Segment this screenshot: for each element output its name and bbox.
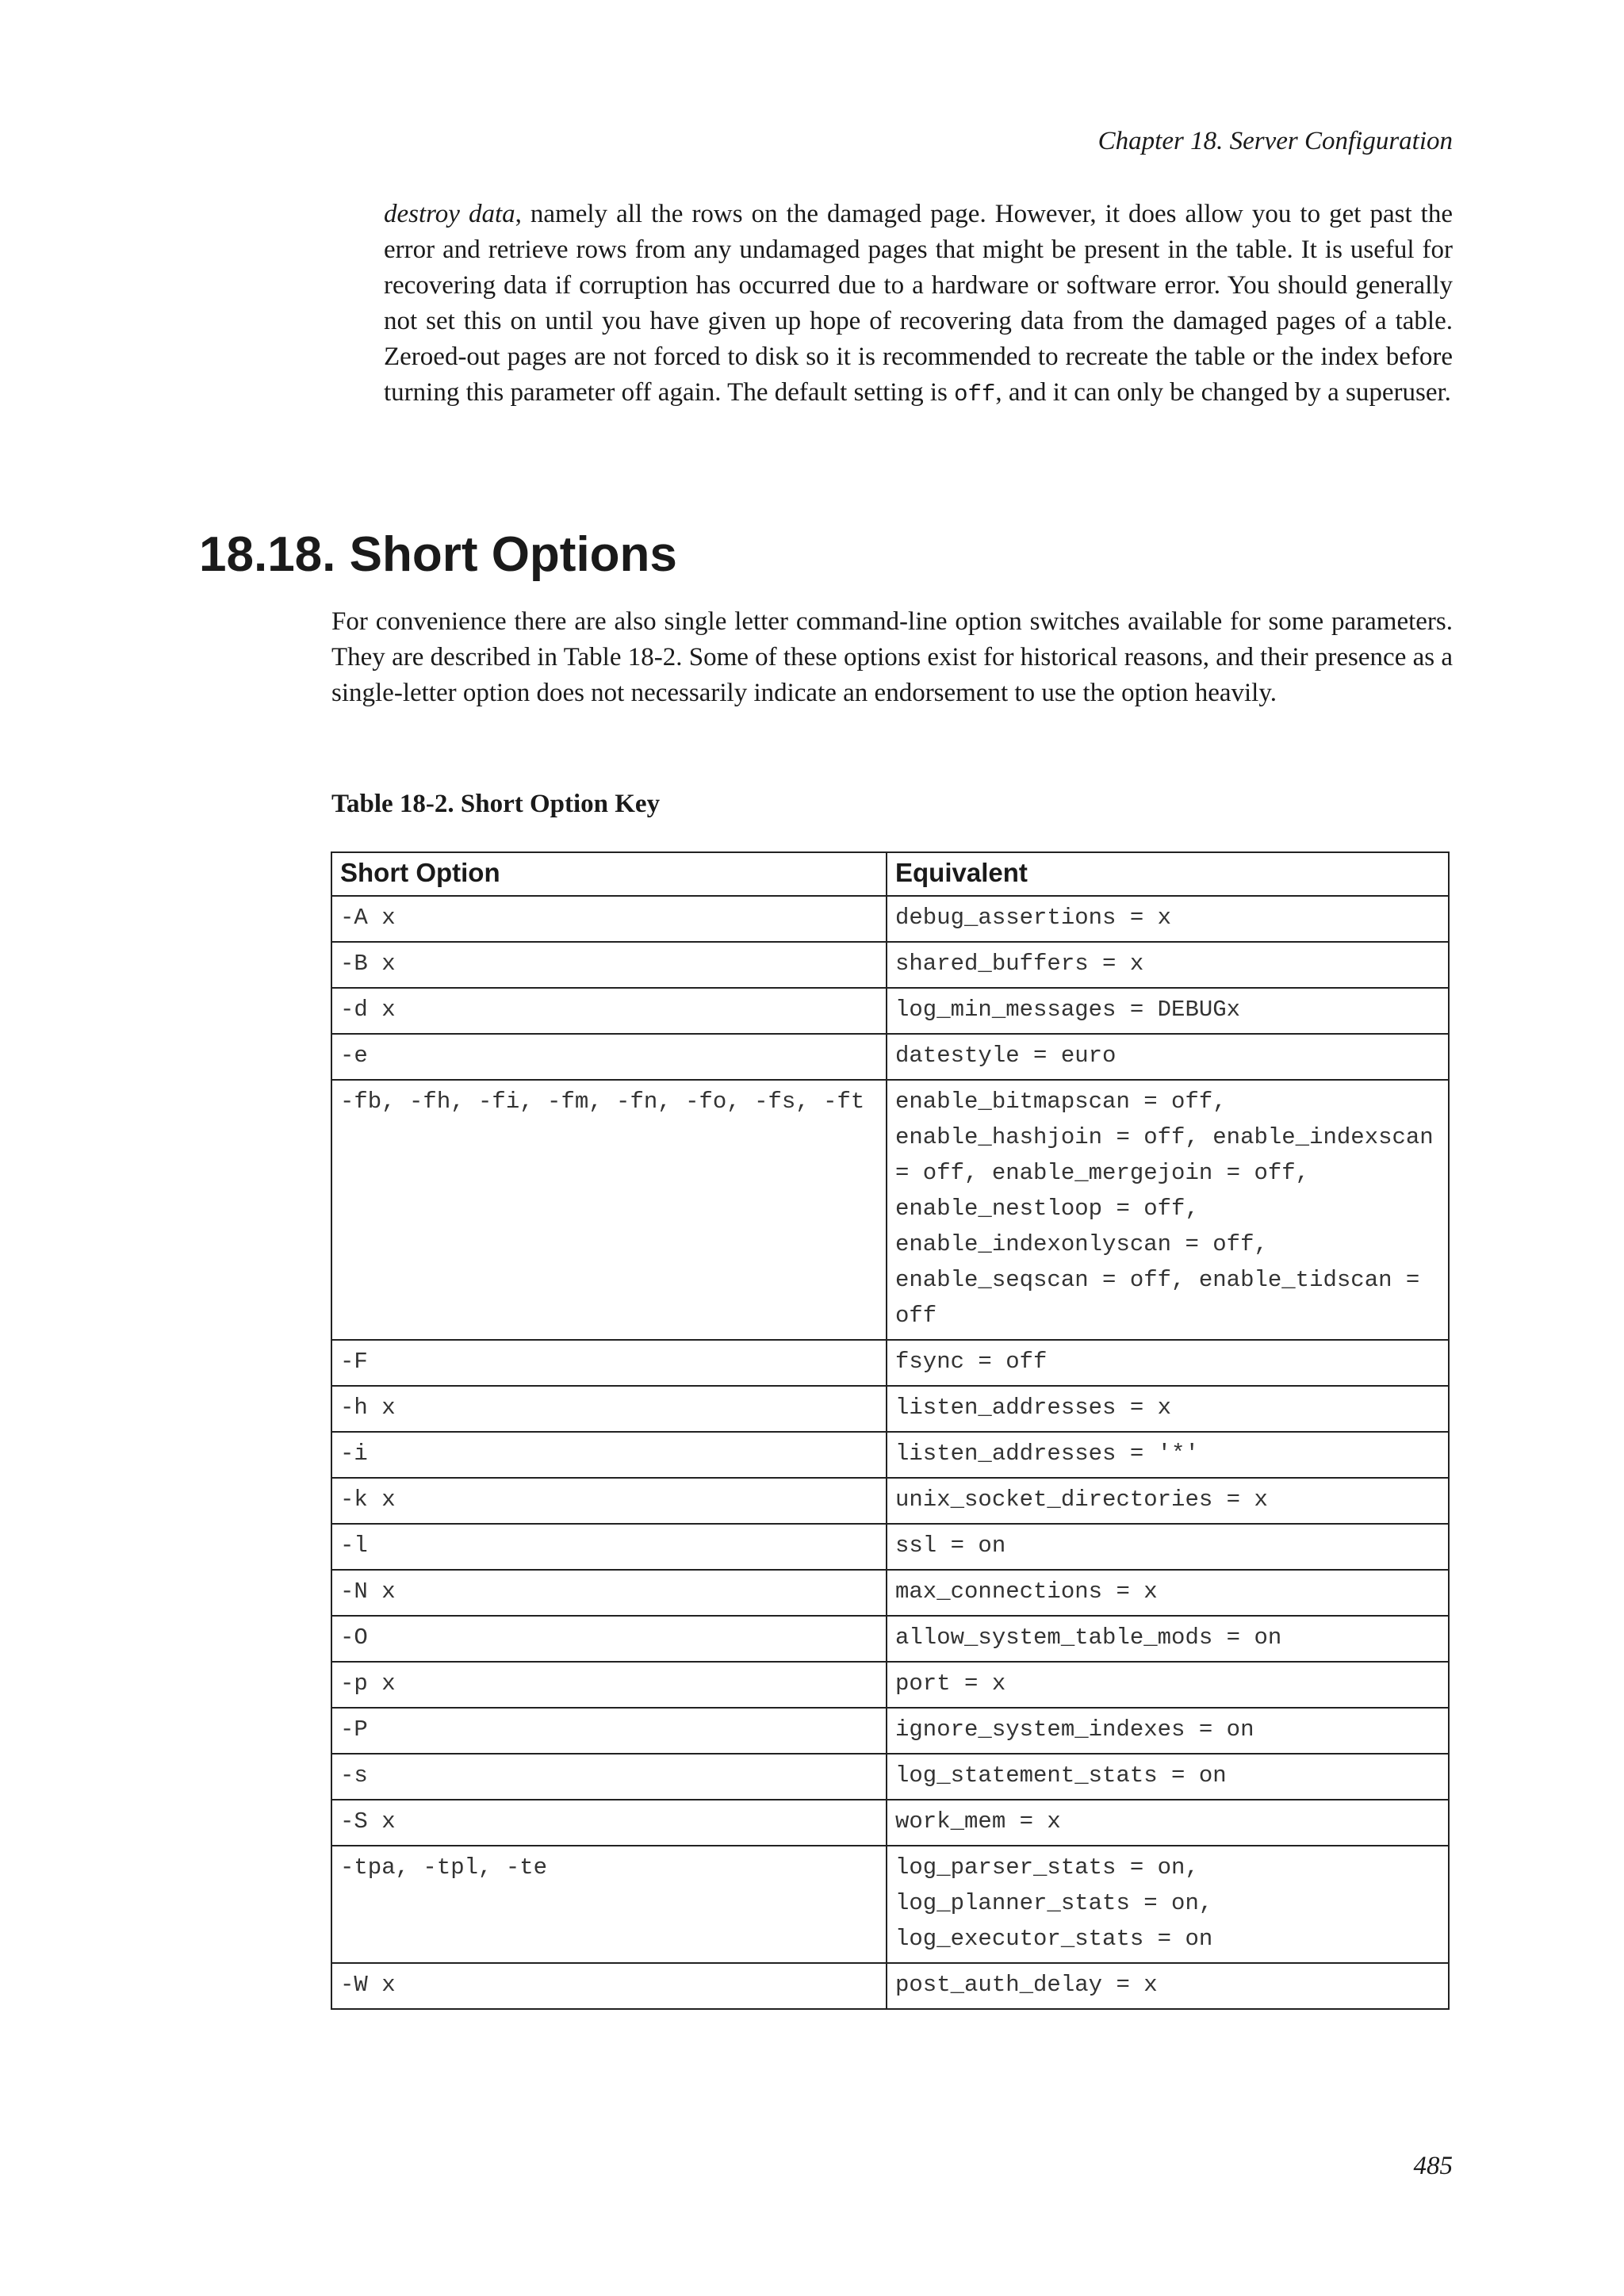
equivalent-cell: listen_addresses = x (887, 1386, 1449, 1432)
intro-code: off (954, 381, 996, 408)
short-option-cell: -k x (331, 1478, 887, 1524)
equivalent-cell: debug_assertions = x (887, 896, 1449, 942)
intro-paragraph (384, 197, 1453, 412)
table-row (331, 1616, 1449, 1662)
column-header-short-option: Short Option (331, 852, 887, 896)
table-row (331, 1800, 1449, 1846)
table-row (331, 1708, 1449, 1754)
short-option-cell: -p x (331, 1662, 887, 1708)
equivalent-cell: enable_bitmapscan = off, enable_hashjoin = off, enable_indexscan = off, enable_mergejoin = off, enable_nestloop = off, enable_indexonlyscan = off, enable_seqscan = off, enable_tidscan = off (887, 1080, 1449, 1340)
short-option-cell: -l (331, 1524, 887, 1570)
table-row (331, 1570, 1449, 1616)
table-header-row (331, 852, 1449, 896)
equivalent-cell: shared_buffers = x (887, 942, 1449, 988)
equivalent-cell: allow_system_table_mods = on (887, 1616, 1449, 1662)
short-option-table (331, 851, 1450, 2010)
column-header-equivalent: Equivalent (887, 852, 1449, 896)
table-row (331, 1432, 1449, 1478)
table-row (331, 1662, 1449, 1708)
section-body: For convenience there are also single letter command-line option switches available for some parameters. They are described in Table 18-2. Some of these options exist for historical reasons, and their presence as a single-letter option does not necessarily indicate an endorsement to use the option heavily. (331, 607, 1453, 707)
page-number: 485 (1413, 2152, 1453, 2180)
equivalent-cell: log_min_messages = DEBUGx (887, 988, 1449, 1034)
short-option-cell: -N x (331, 1570, 887, 1616)
table-row (331, 1034, 1449, 1080)
table-row (331, 1080, 1449, 1340)
short-option-cell: -S x (331, 1800, 887, 1846)
table-row (331, 1754, 1449, 1800)
short-option-cell: -B x (331, 942, 887, 988)
table-row (331, 988, 1449, 1034)
table-row (331, 1386, 1449, 1432)
short-option-cell: -F (331, 1340, 887, 1386)
equivalent-cell: fsync = off (887, 1340, 1449, 1386)
intro-text-2: , and it can only be changed by a superuser. (995, 378, 1451, 407)
equivalent-cell: ignore_system_indexes = on (887, 1708, 1449, 1754)
equivalent-cell: log_parser_stats = on, log_planner_stats = on, log_executor_stats = on (887, 1846, 1449, 1963)
short-option-cell: -d x (331, 988, 887, 1034)
equivalent-cell: log_statement_stats = on (887, 1754, 1449, 1800)
equivalent-cell: datestyle = euro (887, 1034, 1449, 1080)
table-row (331, 896, 1449, 942)
equivalent-cell: ssl = on (887, 1524, 1449, 1570)
table-row (331, 1846, 1449, 1963)
running-header: Chapter 18. Server Configuration (1097, 127, 1453, 155)
short-option-cell: -O (331, 1616, 887, 1662)
short-option-cell: -e (331, 1034, 887, 1080)
short-option-cell: -s (331, 1754, 887, 1800)
section-title: 18.18. Short Options (199, 527, 677, 582)
short-option-cell: -A x (331, 896, 887, 942)
short-option-cell: -W x (331, 1963, 887, 2009)
table-body (331, 896, 1449, 2009)
equivalent-cell: max_connections = x (887, 1570, 1449, 1616)
table-row (331, 1340, 1449, 1386)
equivalent-cell: unix_socket_directories = x (887, 1478, 1449, 1524)
equivalent-cell: post_auth_delay = x (887, 1963, 1449, 2009)
equivalent-cell: work_mem = x (887, 1800, 1449, 1846)
table-row (331, 1478, 1449, 1524)
equivalent-cell: port = x (887, 1662, 1449, 1708)
short-option-cell: -P (331, 1708, 887, 1754)
table-row (331, 1963, 1449, 2009)
short-option-cell: -h x (331, 1386, 887, 1432)
table-row (331, 942, 1449, 988)
short-option-cell: -tpa, -tpl, -te (331, 1846, 887, 1963)
intro-lead-italic: destroy data (384, 200, 515, 228)
table-caption: Table 18-2. Short Option Key (331, 790, 661, 818)
short-option-cell: -i (331, 1432, 887, 1478)
intro-text-1: , namely all the rows on the damaged page. However, it does allow you to get past the error and retrieve rows from any undamaged pages that might be present in the table. It is useful for recovering data if corruption has occurred due to a hardware or software error. You should generally not set this on until you have given up hope of recovering data from the damaged pages of a table. Zeroed-out pages are not forced to disk so it is recommended to recreate the table or the index before turning this parameter off again. The default setting is (384, 200, 1453, 407)
short-option-cell: -fb, -fh, -fi, -fm, -fn, -fo, -fs, -ft (331, 1080, 887, 1340)
table-row (331, 1524, 1449, 1570)
equivalent-cell: listen_addresses = '*' (887, 1432, 1449, 1478)
